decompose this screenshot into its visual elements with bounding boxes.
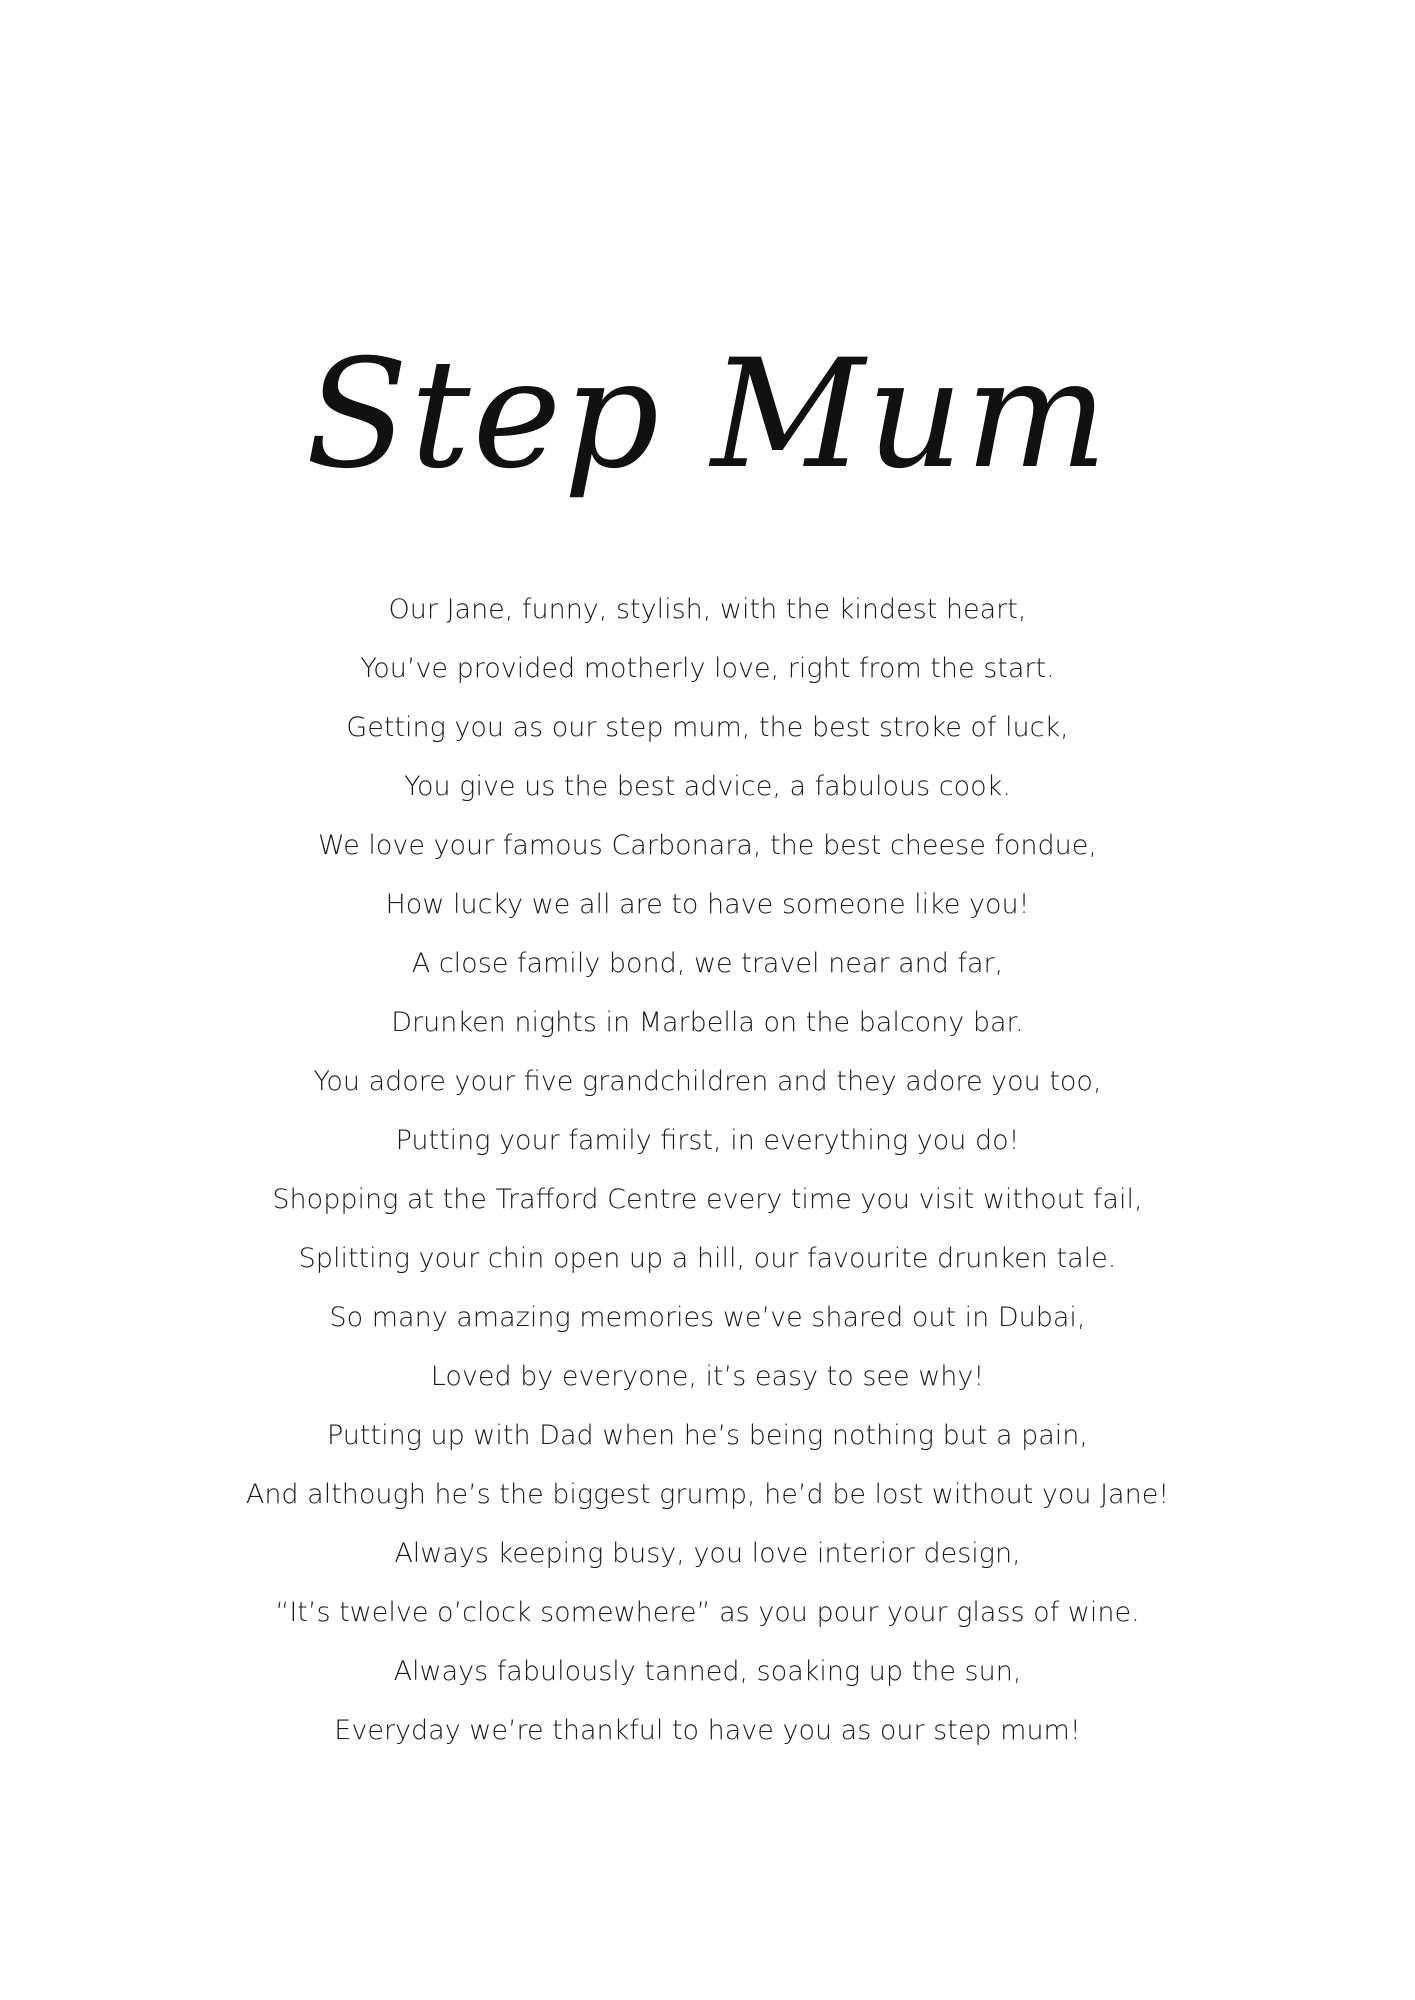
poem-line: Putting your family first, in everything you do! — [395, 1125, 1020, 1156]
poem-line: Splitting your chin open up a hill, our favourite drunken tale. — [298, 1243, 1117, 1274]
poem-line: Always keeping busy, you love interior design, — [394, 1538, 1021, 1569]
poem-line: You give us the best advice, a fabulous cook. — [404, 771, 1011, 802]
poem-line: Loved by everyone, it’s easy to see why! — [430, 1361, 985, 1392]
poem-body — [0, 580, 1415, 1760]
poem-line: Shopping at the Trafford Centre every time you visit without fail, — [272, 1184, 1143, 1215]
poem-line: Our Jane, funny, stylish, with the kindest heart, — [388, 594, 1027, 625]
poem-line: So many amazing memories we’ve shared out in Dubai, — [329, 1302, 1086, 1333]
poem-line: How lucky we all are to have someone like you! — [385, 889, 1030, 920]
poem-line: Everyday we’re thankful to have you as our step mum! — [334, 1715, 1081, 1746]
poem-line: You adore your five grandchildren and they adore you too, — [313, 1066, 1102, 1097]
poem-line: Getting you as our step mum, the best stroke of luck, — [346, 712, 1069, 743]
poem-line: You’ve provided motherly love, right from the start. — [360, 653, 1055, 684]
poem-line: Putting up with Dad when he’s being nothing but a pain, — [326, 1420, 1088, 1451]
poem-line: A close family bond, we travel near and far, — [411, 948, 1004, 979]
poem-line: We love your famous Carbonara, the best cheese fondue, — [318, 830, 1097, 861]
poem-title: Step Mum — [305, 328, 1110, 502]
poem-line: Drunken nights in Marbella on the balcony bar. — [391, 1007, 1024, 1038]
poem-line: “It’s twelve o’clock somewhere” as you pour your glass of wine. — [275, 1597, 1140, 1628]
poem-line: Always fabulously tanned, soaking up the sun, — [393, 1656, 1022, 1687]
poem-line: And although he’s the biggest grump, he’d be lost without you Jane! — [245, 1479, 1170, 1510]
